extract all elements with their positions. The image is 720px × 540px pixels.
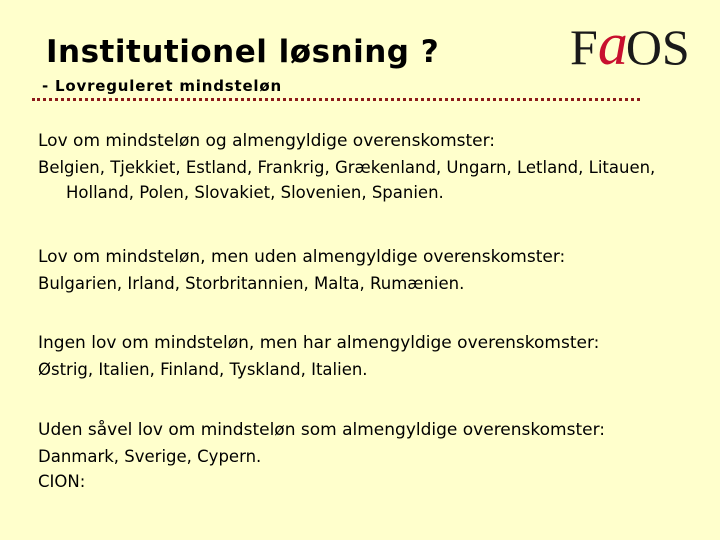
section-law-without-general-agreements [38,244,698,296]
section-countries: Danmark, Sverige, Cypern. [38,447,262,466]
faos-logo [570,11,690,77]
section-extra-label: CION: [38,472,86,491]
section-heading: Lov om mindsteløn og almengyldige overenskomster: [38,131,496,151]
section-countries: Bulgarien, Irland, Storbritannien, Malta, Rumænien. [38,274,465,293]
section-countries: Østrig, Italien, Finland, Tyskland, Italien. [38,360,368,379]
section-heading: Ingen lov om mindsteløn, men har almengyldige overenskomster: [38,333,600,353]
slide-title: Institutionel løsning ? [46,34,440,70]
section-law-and-general-agreements [38,128,698,205]
logo-letter-f: F [570,19,598,75]
section-neither-law-nor-agreements [38,417,698,494]
logo-letters-os: OS [625,19,690,75]
section-no-law-with-general-agreements [38,330,698,382]
dotted-divider [32,98,640,101]
section-heading: Lov om mindsteløn, men uden almengyldige overenskomster: [38,247,566,267]
section-countries: Belgien, Tjekkiet, Estland, Frankrig, Grækenland, Ungarn, Letland, Litauen, Holland, Polen, Slovakiet, Slovenien, Spanien. [38,158,656,202]
section-heading: Uden såvel lov om mindsteløn som almengyldige overenskomster: [38,420,606,440]
logo-letter-a: a [597,11,626,77]
slide-subtitle: - Lovreguleret mindsteløn [42,77,282,95]
